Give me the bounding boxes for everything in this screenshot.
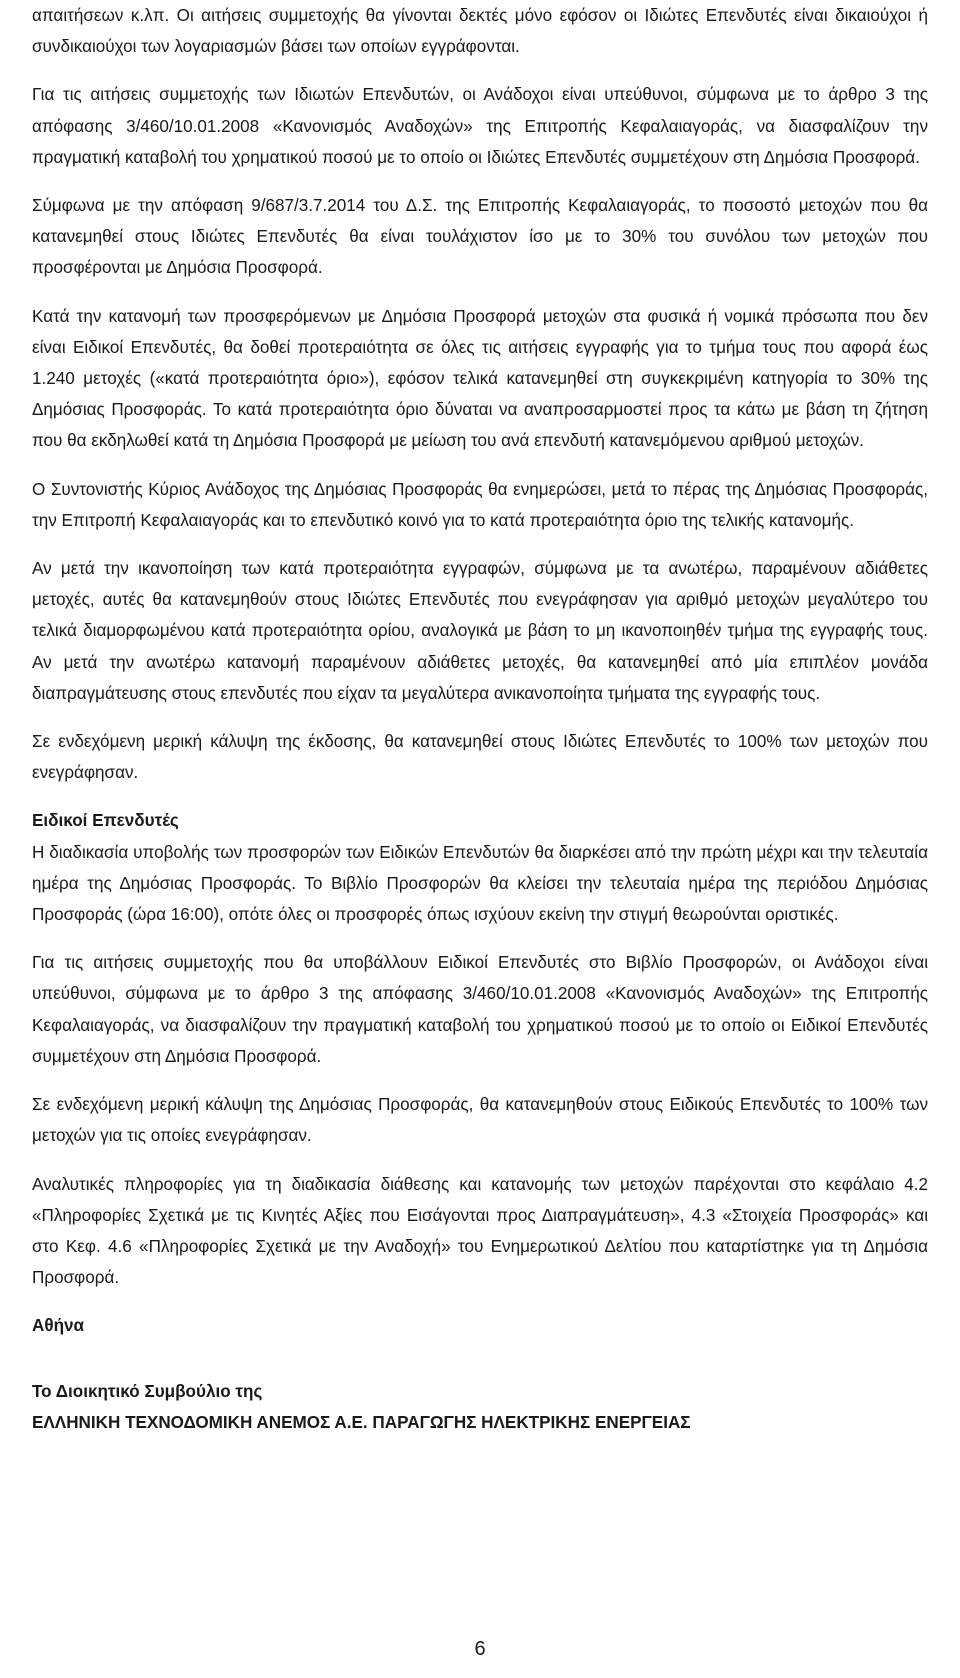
signatory-company: ΕΛΛΗΝΙΚΗ ΤΕΧΝΟΔΟΜΙΚΗ ΑΝΕΜΟΣ Α.Ε. ΠΑΡΑΓΩΓΗΣ ΗΛΕΚΤΡΙΚΗΣ ΕΝΕΡΓΕΙΑΣ xyxy=(32,1412,691,1432)
paragraph-coordinator-notice: Ο Συντονιστής Κύριος Ανάδοχος της Δημόσιας Προσφοράς θα ενημερώσει, μετά το πέρας της Δημόσιας Προσφοράς, την Επιτροπή Κεφαλαιαγοράς και το επενδυτικό κοινό για το κατά προτεραιότητα όριο της τελικής κατανομής. xyxy=(32,479,928,530)
paragraph-priority-limit: Κατά την κατανομή των προσφερόμενων με Δημόσια Προσφορά μετοχών στα φυσικά ή νομικά πρόσωπα που δεν είναι Ειδικοί Επενδυτές, θα δοθεί προτεραιότητα σε όλες τις αιτήσεις εγγραφής για το τμήμα τους που αφορά έως 1.240 μετοχές («κατά προτεραιότητα όριο»), εφόσον τελικά κατανεμηθεί στη συγκεκριμένη κατηγορία το 30% της Δημόσιας Προσφοράς. Το κατά προτεραιότητα όριο δύναται να αναπροσαρμοστεί προς τα κάτω με βάση τη ζήτηση που θα εκδηλωθεί κατά τη Δημόσια Προσφορά με μείωση του ανά επενδυτή κατανεμόμενου αριθμού μετοχών. xyxy=(32,306,928,451)
paragraph-partial-coverage-special: Σε ενδεχόμενη μερική κάλυψη της Δημόσιας Προσφοράς, θα κατανεμηθούν στους Ειδικούς Επενδυτές το 100% των μετοχών για τις οποίες ενεγράφησαν. xyxy=(32,1095,928,1146)
paragraph-remaining-shares: Αν μετά την ικανοποίηση των κατά προτεραιότητα εγγραφών, σύμφωνα με τα ανωτέρω, παραμένουν αδιάθετες μετοχές, αυτές θα κατανεμηθούν στους Ιδιώτες Επενδυτές που ενεγράφησαν για αριθμό μετοχών μεγαλύτερο του τελικά διαμορφωμένου κατά προτεραιότητα ορίου, αναλογικά με βάση το μη ικανοποιηθέν τμήμα της εγγραφής τους. Αν μετά την ανωτέρω κατανομή παραμένουν αδιάθετες μετοχές, θα κατανεμηθεί από μία επιπλέον μονάδα διαπραγμάτευσης στους επενδυτές που είχαν τα μεγαλύτερα ανικανοποίητα τμήματα της εγγραφής τους. xyxy=(32,559,928,703)
paragraph-eligibility: απαιτήσεων κ.λπ. Οι αιτήσεις συμμετοχής θα γίνονται δεκτές μόνο εφόσον οι Ιδιώτες Επενδυτές είναι δικαιούχοι ή συνδικαιούχοι των λογαριασμών βάσει των οποίων εγγράφονται. xyxy=(32,6,928,57)
closing-city: Αθήνα xyxy=(32,1316,85,1336)
paragraph-further-information: Αναλυτικές πληροφορίες για τη διαδικασία διάθεσης και κατανομής των μετοχών παρέχονται στο κεφάλαιο 4.2 «Πληροφορίες Σχετικά με τις Κινητές Αξίες που Εισάγονται προς Διαπραγμάτευση», 4.3 «Στοιχεία Προσφοράς» και στο Κεφ. 4.6 «Πληροφορίες Σχετικά με την Αναδοχή» του Ενημερωτικού Δελτίου που καταρτίστηκε για τη Δημόσια Προσφορά. xyxy=(32,1174,928,1288)
section-heading-special-investors: Ειδικοί Επενδυτές xyxy=(32,811,179,831)
document-page xyxy=(32,0,928,1438)
page-number: 6 xyxy=(474,1638,486,1660)
paragraph-partial-coverage-retail: Σε ενδεχόμενη μερική κάλυψη της έκδοσης, θα κατανεμηθεί στους Ιδιώτες Επενδυτές το 100% των μετοχών που ενεγράφησαν. xyxy=(32,732,928,783)
paragraph-special-underwriter-responsibility: Για τις αιτήσεις συμμετοχής που θα υποβάλλουν Ειδικοί Επενδυτές στο Βιβλίο Προσφορών, οι Ανάδοχοι είναι υπεύθυνοι, σύμφωνα με το άρθρο 3 της απόφασης 3/460/10.01.2008 «Κανονισμός Αναδοχών» της Επιτροπής Κεφαλαιαγοράς, να διασφαλίζουν την πραγματική καταβολή του χρηματικού ποσού με το οποίο οι Ειδικοί Επενδυτές συμμετέχουν στη Δημόσια Προσφορά. xyxy=(32,953,928,1066)
paragraph-underwriter-responsibility: Για τις αιτήσεις συμμετοχής των Ιδιωτών Επενδυτών, οι Ανάδοχοι είναι υπεύθυνοι, σύμφωνα με το άρθρο 3 της απόφασης 3/460/10.01.2008 «Κανονισμός Αναδοχών» της Επιτροπής Κεφαλαιαγοράς, να διασφαλίζουν την πραγματική καταβολή του χρηματικού ποσού με το οποίο οι Ιδιώτες Επενδυτές συμμετέχουν στη Δημόσια Προσφορά. xyxy=(32,85,928,167)
paragraph-special-investors-process: Η διαδικασία υποβολής των προσφορών των Ειδικών Επενδυτών θα διαρκέσει από την πρώτη μέχρι και την τελευταία ημέρα της Δημόσιας Προσφοράς. Το Βιβλίο Προσφορών θα κλείσει την τελευταία ημέρα της περιόδου Δημόσιας Προσφοράς (ώρα 16:00), οπότε όλες οι προσφορές όπως ισχύουν εκείνη την στιγμή θεωρούνται οριστικές. xyxy=(32,842,928,925)
paragraph-allocation-percentage: Σύμφωνα με την απόφαση 9/687/3.7.2014 του Δ.Σ. της Επιτροπής Κεφαλαιαγοράς, το ποσοστό μετοχών που θα κατανεμηθεί στους Ιδιώτες Επενδυτές θα είναι τουλάχιστον ίσο με το 30% του συνόλου των μετοχών που προσφέρονται με Δημόσια Προσφορά. xyxy=(32,196,928,278)
signatory-board: Το Διοικητικό Συμβούλιο της xyxy=(32,1381,263,1401)
